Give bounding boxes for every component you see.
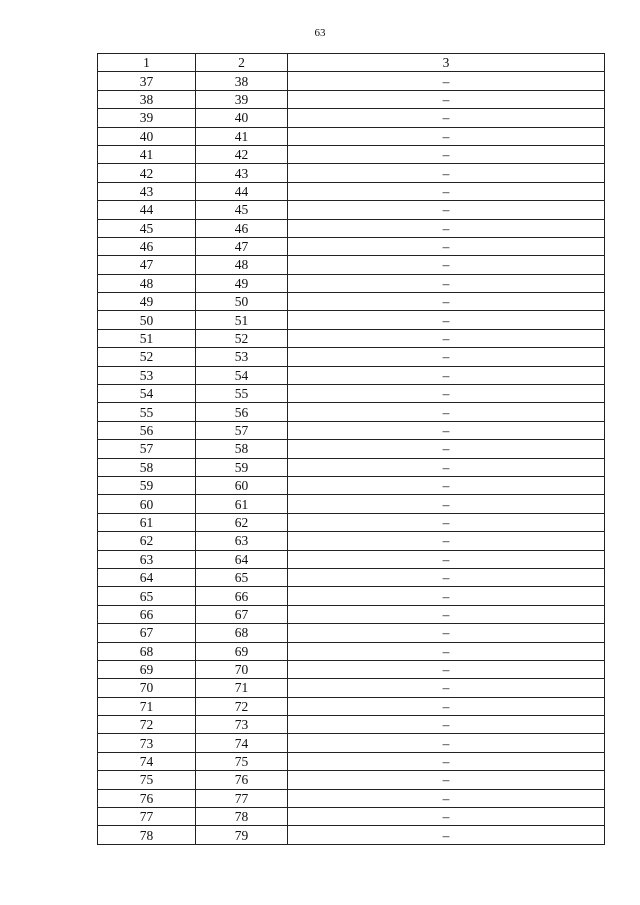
table-cell-col3: – bbox=[288, 752, 605, 770]
table-cell-col3: – bbox=[288, 219, 605, 237]
table-row bbox=[98, 679, 605, 697]
table-row bbox=[98, 771, 605, 789]
table-cell-col3: – bbox=[288, 90, 605, 108]
table-row bbox=[98, 826, 605, 844]
table-cell-col2: 64 bbox=[196, 550, 288, 568]
column-header-1: 1 bbox=[98, 54, 196, 72]
table-cell-col2: 41 bbox=[196, 127, 288, 145]
data-table bbox=[97, 53, 605, 845]
table-cell-col3: – bbox=[288, 237, 605, 255]
table-cell-col3: – bbox=[288, 72, 605, 90]
table-cell-col1: 71 bbox=[98, 697, 196, 715]
table-cell-col2: 62 bbox=[196, 513, 288, 531]
table-cell-col2: 49 bbox=[196, 274, 288, 292]
table-cell-col3: – bbox=[288, 642, 605, 660]
table-cell-col1: 63 bbox=[98, 550, 196, 568]
table-cell-col2: 43 bbox=[196, 164, 288, 182]
table-cell-col2: 55 bbox=[196, 385, 288, 403]
table-cell-col1: 68 bbox=[98, 642, 196, 660]
table-row bbox=[98, 311, 605, 329]
table-cell-col2: 61 bbox=[196, 495, 288, 513]
table-cell-col2: 56 bbox=[196, 403, 288, 421]
table-cell-col1: 62 bbox=[98, 532, 196, 550]
table-cell-col2: 46 bbox=[196, 219, 288, 237]
table-cell-col2: 38 bbox=[196, 72, 288, 90]
table-cell-col3: – bbox=[288, 385, 605, 403]
table-row bbox=[98, 808, 605, 826]
table-cell-col1: 44 bbox=[98, 201, 196, 219]
table-cell-col3: – bbox=[288, 329, 605, 347]
table-cell-col2: 57 bbox=[196, 421, 288, 439]
table-cell-col2: 67 bbox=[196, 605, 288, 623]
table-cell-col1: 66 bbox=[98, 605, 196, 623]
table-cell-col1: 73 bbox=[98, 734, 196, 752]
table-cell-col2: 79 bbox=[196, 826, 288, 844]
table-cell-col2: 44 bbox=[196, 182, 288, 200]
table-cell-col2: 39 bbox=[196, 90, 288, 108]
table-row bbox=[98, 164, 605, 182]
table-row bbox=[98, 716, 605, 734]
table-row bbox=[98, 568, 605, 586]
table-row bbox=[98, 697, 605, 715]
table-row bbox=[98, 476, 605, 494]
table-cell-col3: – bbox=[288, 476, 605, 494]
table-cell-col1: 54 bbox=[98, 385, 196, 403]
table-cell-col1: 45 bbox=[98, 219, 196, 237]
table-cell-col2: 45 bbox=[196, 201, 288, 219]
table-cell-col1: 51 bbox=[98, 329, 196, 347]
table-cell-col1: 50 bbox=[98, 311, 196, 329]
table-cell-col2: 74 bbox=[196, 734, 288, 752]
table-cell-col2: 51 bbox=[196, 311, 288, 329]
table-cell-col2: 48 bbox=[196, 256, 288, 274]
table-cell-col1: 64 bbox=[98, 568, 196, 586]
table-cell-col2: 40 bbox=[196, 109, 288, 127]
table-cell-col3: – bbox=[288, 679, 605, 697]
table-row bbox=[98, 605, 605, 623]
table-cell-col1: 72 bbox=[98, 716, 196, 734]
table-cell-col3: – bbox=[288, 624, 605, 642]
table-cell-col2: 76 bbox=[196, 771, 288, 789]
table-row bbox=[98, 145, 605, 163]
table-cell-col2: 42 bbox=[196, 145, 288, 163]
table-cell-col3: – bbox=[288, 293, 605, 311]
table-cell-col2: 65 bbox=[196, 568, 288, 586]
table-cell-col2: 72 bbox=[196, 697, 288, 715]
table-cell-col1: 55 bbox=[98, 403, 196, 421]
table-row bbox=[98, 219, 605, 237]
table-cell-col2: 60 bbox=[196, 476, 288, 494]
table-row bbox=[98, 256, 605, 274]
table-cell-col2: 78 bbox=[196, 808, 288, 826]
table-cell-col1: 39 bbox=[98, 109, 196, 127]
table-row bbox=[98, 624, 605, 642]
table-cell-col3: – bbox=[288, 716, 605, 734]
column-header-3: 3 bbox=[288, 54, 605, 72]
table-cell-col1: 76 bbox=[98, 789, 196, 807]
table-cell-col3: – bbox=[288, 513, 605, 531]
table-cell-col3: – bbox=[288, 495, 605, 513]
table-cell-col3: – bbox=[288, 789, 605, 807]
table-row bbox=[98, 90, 605, 108]
table-cell-col2: 47 bbox=[196, 237, 288, 255]
table-cell-col3: – bbox=[288, 421, 605, 439]
table-cell-col1: 46 bbox=[98, 237, 196, 255]
table-cell-col3: – bbox=[288, 403, 605, 421]
table-cell-col3: – bbox=[288, 587, 605, 605]
table-cell-col3: – bbox=[288, 274, 605, 292]
table-row bbox=[98, 201, 605, 219]
table-row bbox=[98, 109, 605, 127]
table-cell-col1: 49 bbox=[98, 293, 196, 311]
page-number: 63 bbox=[314, 27, 326, 39]
table-cell-col3: – bbox=[288, 366, 605, 384]
table-cell-col1: 65 bbox=[98, 587, 196, 605]
table-cell-col3: – bbox=[288, 201, 605, 219]
table-body bbox=[98, 72, 605, 844]
table-cell-col3: – bbox=[288, 697, 605, 715]
table-row bbox=[98, 385, 605, 403]
table-cell-col3: – bbox=[288, 550, 605, 568]
table-cell-col3: – bbox=[288, 182, 605, 200]
table-row bbox=[98, 72, 605, 90]
table-cell-col1: 56 bbox=[98, 421, 196, 439]
table-row bbox=[98, 403, 605, 421]
table-cell-col2: 75 bbox=[196, 752, 288, 770]
table-cell-col1: 58 bbox=[98, 458, 196, 476]
table-cell-col1: 48 bbox=[98, 274, 196, 292]
table-cell-col1: 40 bbox=[98, 127, 196, 145]
table-cell-col3: – bbox=[288, 808, 605, 826]
table-cell-col1: 78 bbox=[98, 826, 196, 844]
table-cell-col3: – bbox=[288, 532, 605, 550]
table-cell-col2: 69 bbox=[196, 642, 288, 660]
table-row bbox=[98, 127, 605, 145]
table-cell-col2: 70 bbox=[196, 660, 288, 678]
table-cell-col1: 37 bbox=[98, 72, 196, 90]
table-cell-col1: 57 bbox=[98, 440, 196, 458]
table-cell-col3: – bbox=[288, 164, 605, 182]
table-row bbox=[98, 421, 605, 439]
table-cell-col3: – bbox=[288, 458, 605, 476]
table-cell-col2: 73 bbox=[196, 716, 288, 734]
table-row bbox=[98, 532, 605, 550]
table-cell-col2: 63 bbox=[196, 532, 288, 550]
table-cell-col1: 47 bbox=[98, 256, 196, 274]
table-cell-col3: – bbox=[288, 440, 605, 458]
table-cell-col1: 38 bbox=[98, 90, 196, 108]
table-cell-col3: – bbox=[288, 660, 605, 678]
table-cell-col2: 71 bbox=[196, 679, 288, 697]
table-row bbox=[98, 587, 605, 605]
table-cell-col1: 70 bbox=[98, 679, 196, 697]
table-row bbox=[98, 348, 605, 366]
table-cell-col2: 53 bbox=[196, 348, 288, 366]
table-row bbox=[98, 752, 605, 770]
table-row bbox=[98, 789, 605, 807]
table-row bbox=[98, 734, 605, 752]
table-cell-col2: 58 bbox=[196, 440, 288, 458]
table-row bbox=[98, 513, 605, 531]
table-cell-col1: 74 bbox=[98, 752, 196, 770]
table-row bbox=[98, 458, 605, 476]
table-row bbox=[98, 182, 605, 200]
table-cell-col3: – bbox=[288, 826, 605, 844]
table-cell-col1: 43 bbox=[98, 182, 196, 200]
table-cell-col2: 77 bbox=[196, 789, 288, 807]
table-cell-col1: 52 bbox=[98, 348, 196, 366]
table-cell-col1: 67 bbox=[98, 624, 196, 642]
table-cell-col2: 52 bbox=[196, 329, 288, 347]
table-cell-col1: 42 bbox=[98, 164, 196, 182]
table-cell-col1: 77 bbox=[98, 808, 196, 826]
table-cell-col1: 61 bbox=[98, 513, 196, 531]
table-cell-col2: 50 bbox=[196, 293, 288, 311]
table-header-row bbox=[98, 54, 605, 72]
table-cell-col3: – bbox=[288, 145, 605, 163]
table-row bbox=[98, 237, 605, 255]
table-cell-col1: 60 bbox=[98, 495, 196, 513]
table-cell-col3: – bbox=[288, 771, 605, 789]
table-cell-col1: 41 bbox=[98, 145, 196, 163]
table-row bbox=[98, 660, 605, 678]
table-cell-col3: – bbox=[288, 734, 605, 752]
table-cell-col3: – bbox=[288, 605, 605, 623]
table-row bbox=[98, 366, 605, 384]
table-cell-col3: – bbox=[288, 127, 605, 145]
table-cell-col1: 53 bbox=[98, 366, 196, 384]
column-header-2: 2 bbox=[196, 54, 288, 72]
table-cell-col2: 68 bbox=[196, 624, 288, 642]
table-cell-col1: 69 bbox=[98, 660, 196, 678]
table-cell-col3: – bbox=[288, 109, 605, 127]
table-cell-col3: – bbox=[288, 348, 605, 366]
table-cell-col2: 54 bbox=[196, 366, 288, 384]
table-row bbox=[98, 550, 605, 568]
table-cell-col3: – bbox=[288, 568, 605, 586]
table-cell-col2: 59 bbox=[196, 458, 288, 476]
table-cell-col1: 59 bbox=[98, 476, 196, 494]
table-cell-col2: 66 bbox=[196, 587, 288, 605]
table-row bbox=[98, 495, 605, 513]
table-cell-col3: – bbox=[288, 311, 605, 329]
table-cell-col1: 75 bbox=[98, 771, 196, 789]
table-row bbox=[98, 329, 605, 347]
table-cell-col3: – bbox=[288, 256, 605, 274]
table-row bbox=[98, 440, 605, 458]
table-row bbox=[98, 642, 605, 660]
table-row bbox=[98, 293, 605, 311]
table-row bbox=[98, 274, 605, 292]
